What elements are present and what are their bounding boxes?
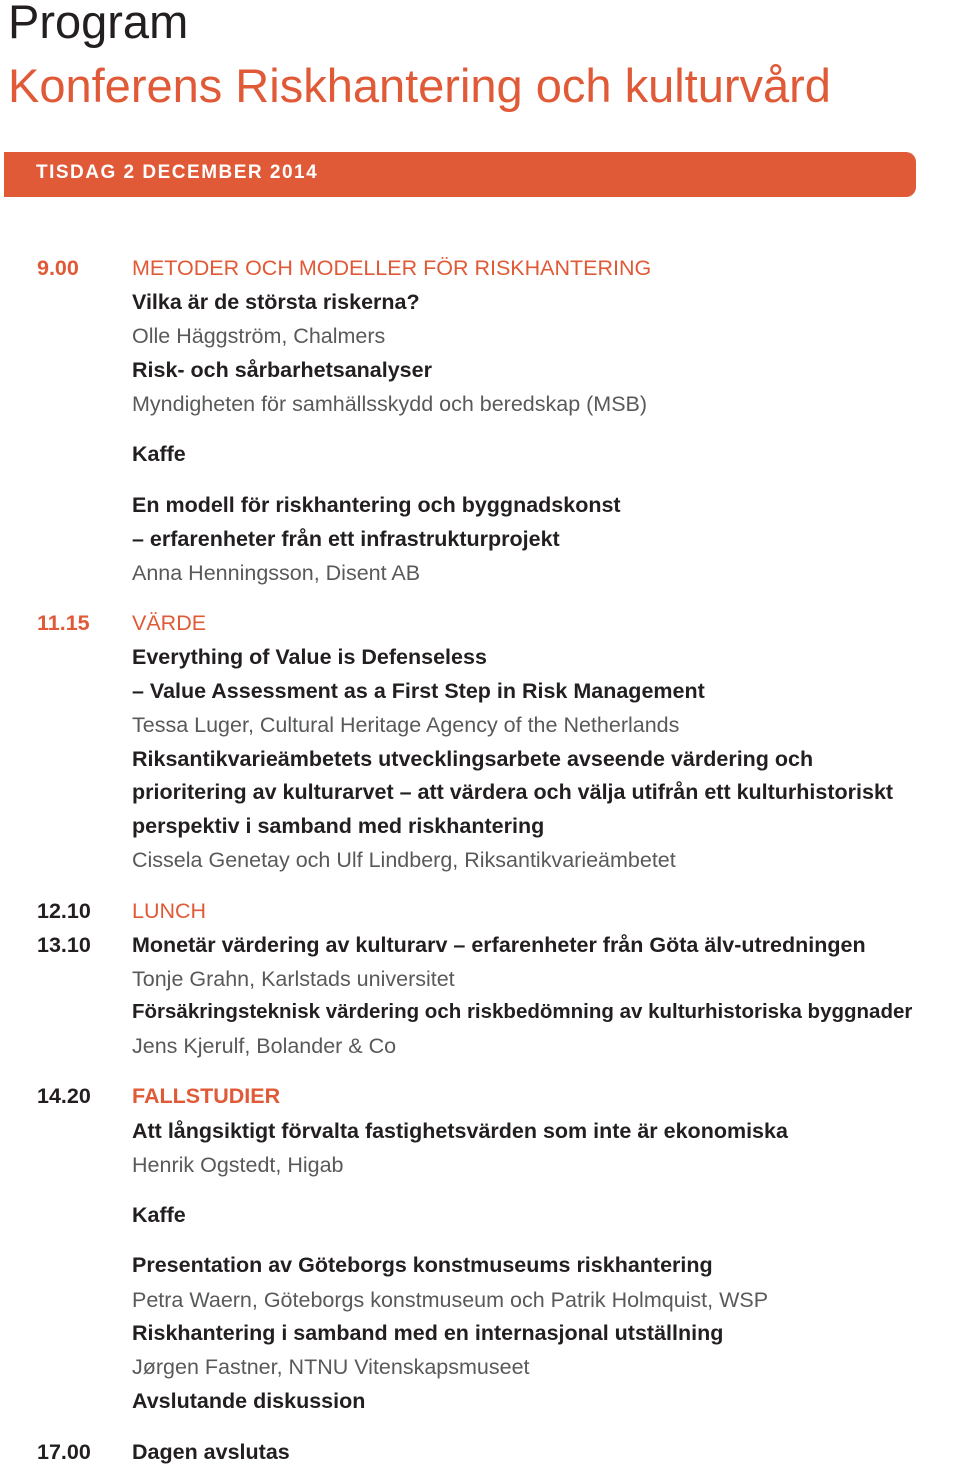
talk-speaker: Cissela Genetay och Ulf Lindberg, Riksantikvarieämbetet xyxy=(132,848,676,872)
talk-title-continued: – erfarenheter från ett infrastrukturprojekt xyxy=(132,527,560,551)
page-title: Program xyxy=(8,0,189,48)
talk-speaker: Jens Kjerulf, Bolander & Co xyxy=(132,1034,397,1058)
date-banner xyxy=(4,152,916,197)
session-time: 14.20 xyxy=(37,1084,91,1108)
talk-title: Risk- och sårbarhetsanalyser xyxy=(132,358,432,382)
session-time: 9.00 xyxy=(37,256,79,280)
talk-title: Försäkringsteknisk värdering och riskbedömning av kulturhistoriska byggnader xyxy=(132,1000,913,1023)
day-end: Dagen avslutas xyxy=(132,1440,290,1464)
coffee-break: Kaffe xyxy=(132,1203,186,1227)
talk-title: Monetär värdering av kulturarv – erfarenheter från Göta älv-utredningen xyxy=(132,933,866,957)
talk-speaker: Tonje Grahn, Karlstads universitet xyxy=(132,967,455,991)
talk-title: Vilka är de största riskerna? xyxy=(132,290,420,314)
session-time: 12.10 xyxy=(37,899,91,923)
talk-title-continued: perspektiv i samband med riskhantering xyxy=(132,814,545,838)
closing-discussion: Avslutande diskussion xyxy=(132,1389,366,1413)
coffee-break: Kaffe xyxy=(132,442,186,466)
talk-title: En modell för riskhantering och byggnadskonst xyxy=(132,493,621,517)
talk-title: Riskhantering i samband med en internasjonal utställning xyxy=(132,1321,724,1345)
talk-title-continued: – Value Assessment as a First Step in Risk Management xyxy=(132,679,705,703)
session-time: 17.00 xyxy=(37,1440,91,1464)
session-heading: FALLSTUDIER xyxy=(132,1084,281,1108)
talk-speaker: Henrik Ogstedt, Higab xyxy=(132,1153,344,1177)
session-time: 13.10 xyxy=(37,933,91,957)
date-label: TISDAG 2 DECEMBER 2014 xyxy=(36,162,319,183)
session-heading: LUNCH xyxy=(132,899,207,923)
conference-title: Konferens Riskhantering och kulturvård xyxy=(8,59,831,112)
talk-title: Presentation av Göteborgs konstmuseums riskhantering xyxy=(132,1253,713,1277)
talk-speaker: Petra Waern, Göteborgs konstmuseum och Patrik Holmquist, WSP xyxy=(132,1288,769,1312)
talk-speaker: Tessa Luger, Cultural Heritage Agency of the Netherlands xyxy=(132,713,680,737)
session-heading: METODER OCH MODELLER FÖR RISKHANTERING xyxy=(132,256,652,280)
talk-title: Everything of Value is Defenseless xyxy=(132,645,487,669)
talk-speaker: Olle Häggström, Chalmers xyxy=(132,324,386,348)
talk-title: Riksantikvarieämbetets utvecklingsarbete avseende värdering och xyxy=(132,747,814,771)
session-heading: VÄRDE xyxy=(132,611,207,635)
talk-title-continued: prioritering av kulturarvet – att värdera och välja utifrån ett kulturhistoriskt xyxy=(132,780,894,804)
talk-speaker: Jørgen Fastner, NTNU Vitenskapsmuseet xyxy=(132,1355,530,1379)
session-time: 11.15 xyxy=(37,611,90,635)
talk-title: Att långsiktigt förvalta fastighetsvärden som inte är ekonomiska xyxy=(132,1119,788,1143)
talk-speaker: Myndigheten för samhällsskydd och beredskap (MSB) xyxy=(132,392,648,416)
talk-speaker: Anna Henningsson, Disent AB xyxy=(132,561,421,585)
